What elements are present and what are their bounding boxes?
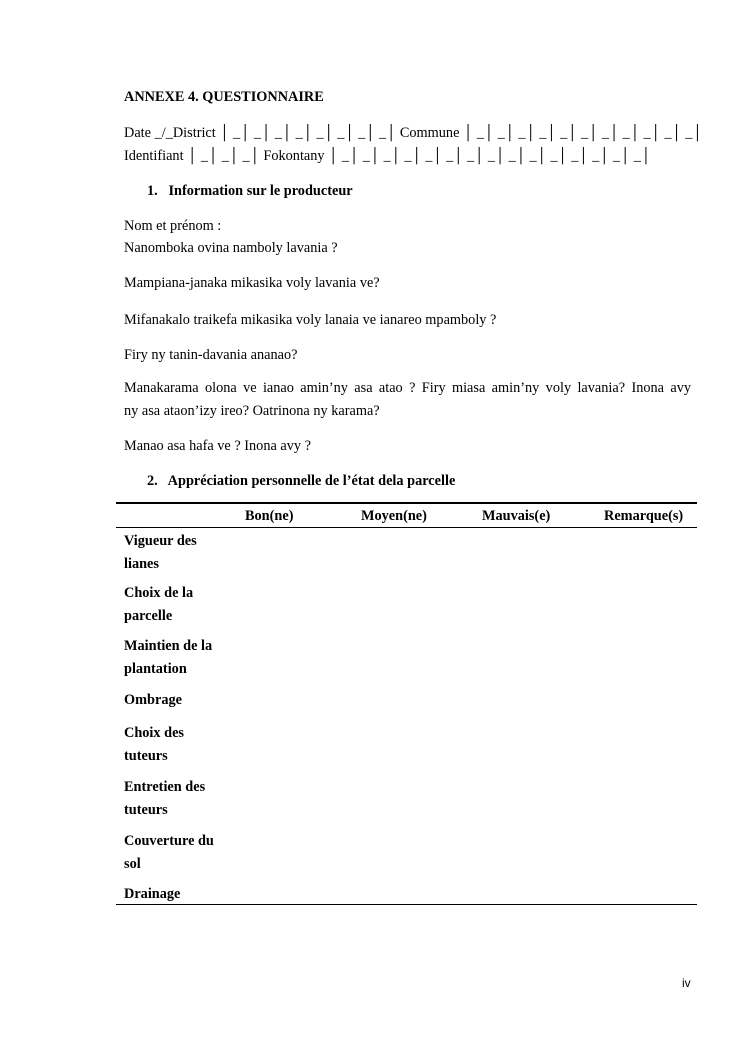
table-header-rule — [116, 527, 697, 528]
date-label: Date — [124, 125, 151, 141]
question-workers-line-2: ny asa ataon’izy ireo? Oatrinona ny karama? — [124, 403, 380, 419]
column-header-remarque: Remarque(s) — [604, 508, 684, 524]
question-land-count: Firy ny tanin-davania ananao? — [124, 347, 298, 363]
table-row-label-choix-tuteurs: Choix des tuteurs — [124, 725, 184, 764]
district-boxes[interactable]: │ _│ _│ _│ _│ _│ _│ _│ _│ — [219, 125, 397, 141]
table-row-label-vigueur: Vigueur des lianes — [124, 533, 197, 572]
section-2-title: Appréciation personnelle de l’état dela parcelle — [167, 473, 456, 489]
table-row-label-choix-parcelle: Choix de la parcelle — [124, 585, 194, 624]
table-row-label-entretien-tuteurs: Entretien des tuteurs — [124, 779, 206, 818]
question-teach-children: Mampiana-janaka mikasika voly lavania ve? — [124, 275, 380, 291]
question-other-work: Manao asa hafa ve ? Inona avy ? — [124, 438, 311, 454]
header-line-1 — [124, 125, 703, 142]
question-start-year: Nanomboka ovina namboly lavania ? — [124, 240, 338, 256]
column-header-mauvais: Mauvais(e) — [482, 508, 551, 524]
fokontany-label: Fokontany — [263, 148, 325, 164]
commune-boxes[interactable]: │ _│ _│ _│ _│ _│ _│ _│ _│ _│ _│ _│ — [463, 125, 703, 141]
table-row-label-maintien: Maintien de la plantation — [124, 638, 213, 677]
annex-title: ANNEXE 4. QUESTIONNAIRE — [124, 89, 324, 105]
district-label: District — [172, 125, 216, 141]
question-exchange-experience: Mifanakalo traikefa mikasika voly lanaia ve ianareo mpamboly ? — [124, 312, 497, 328]
commune-label: Commune — [399, 125, 460, 141]
question-workers-line-1: Manakarama olona ve ianao amin’ny asa atao ? Firy miasa amin’ny voly lavania? Inona avy — [124, 380, 691, 396]
table-bottom-rule — [116, 904, 697, 905]
section-1-heading — [147, 183, 353, 200]
section-2-number: 2. — [147, 473, 158, 489]
page-number: iv — [682, 976, 691, 990]
section-2-heading — [147, 473, 455, 490]
table-row-label-couverture-sol: Couverture du sol — [124, 833, 214, 872]
table-row-label-ombrage: Ombrage — [124, 692, 182, 708]
identifiant-label: Identifiant — [124, 148, 184, 164]
fokontany-boxes[interactable]: │ _│ _│ _│ _│ _│ _│ _│ _│ _│ _│ _│ _│ _│ _│ _│ — [328, 148, 652, 164]
header-line-2 — [124, 148, 651, 165]
column-header-bon: Bon(ne) — [245, 508, 294, 524]
date-field[interactable]: _/_ — [154, 125, 173, 141]
question-name: Nom et prénom : — [124, 218, 222, 234]
section-1-number: 1. — [147, 183, 158, 199]
identifiant-boxes[interactable]: │ _│ _│ _│ — [187, 148, 260, 164]
table-row-label-drainage: Drainage — [124, 886, 181, 902]
table-top-rule — [116, 502, 697, 504]
section-1-title: Information sur le producteur — [168, 183, 353, 199]
column-header-moyen: Moyen(ne) — [361, 508, 427, 524]
